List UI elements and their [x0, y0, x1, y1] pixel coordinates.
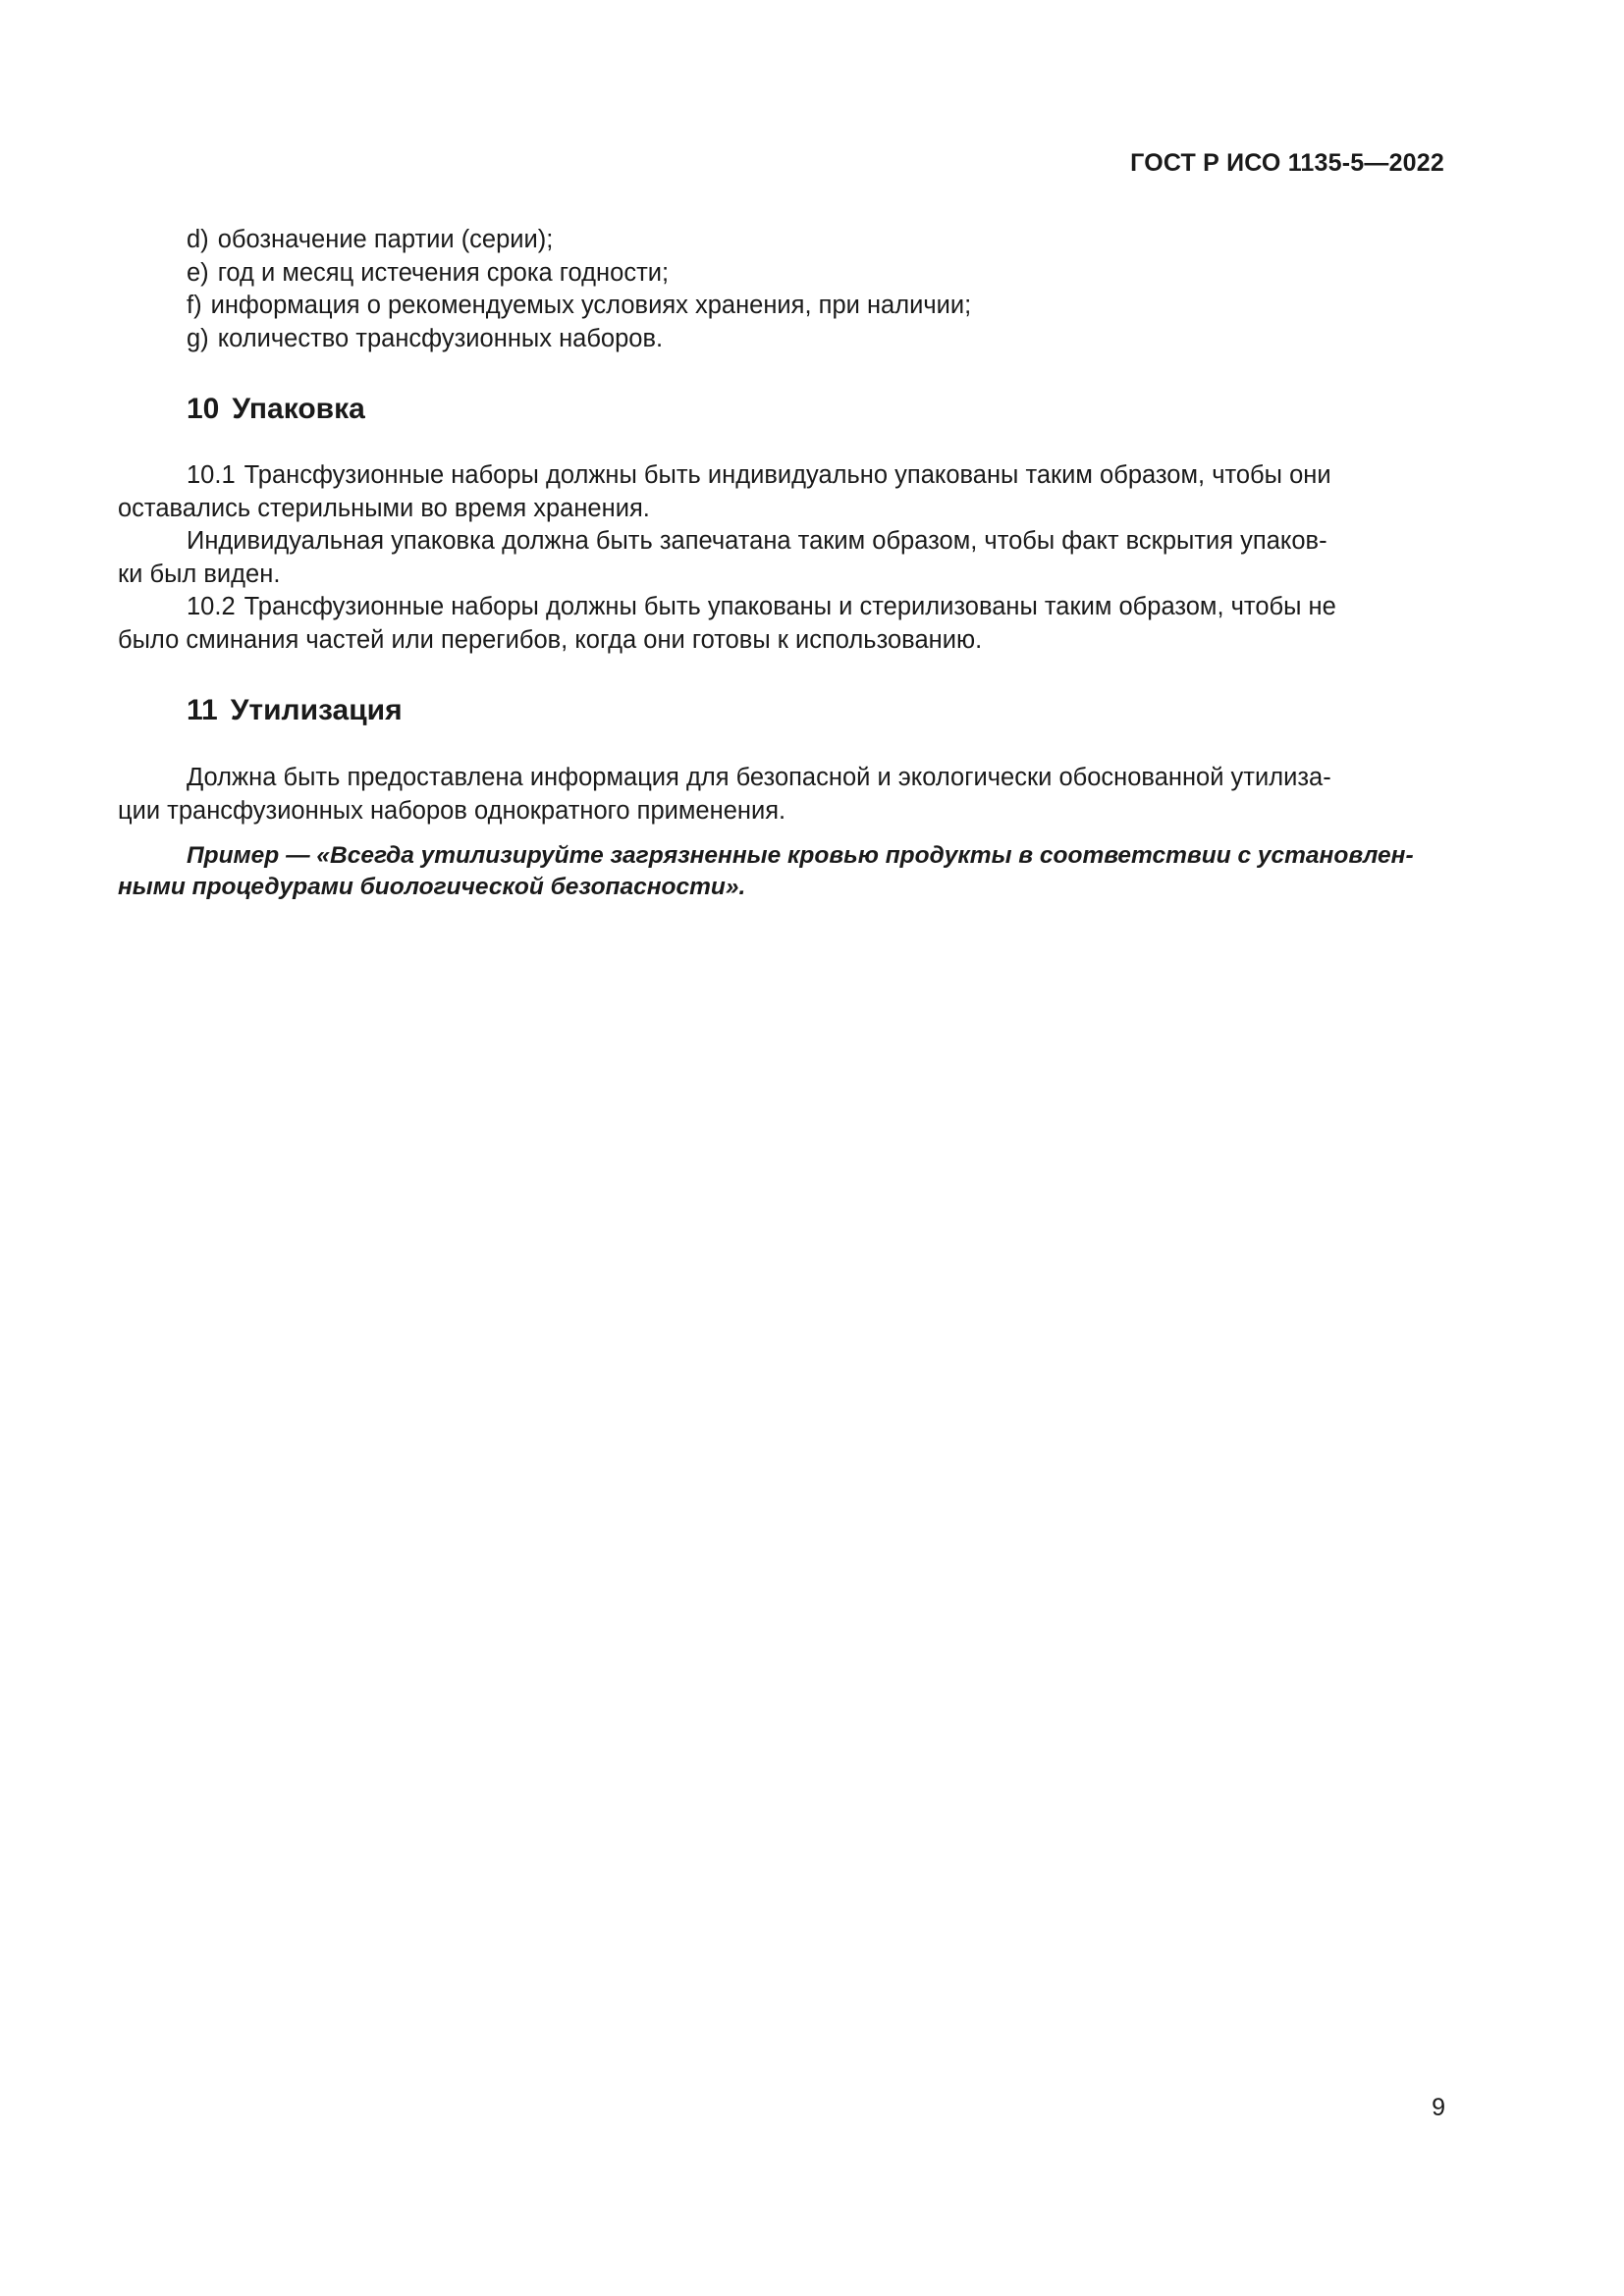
- list-item-text: год и месяц истечения срока годности;: [217, 258, 670, 287]
- list-item-mark: f): [187, 292, 202, 319]
- section-title: Утилизация: [230, 694, 403, 726]
- section-number: 10: [187, 393, 220, 425]
- list-item-mark: e): [187, 258, 209, 287]
- list-item: [118, 224, 1444, 257]
- section-title: Упаковка: [232, 393, 365, 425]
- text-line: Пример — «Всегда утилизируйте загрязненные кровью продукты в соответствии с установлен-: [187, 842, 1414, 869]
- text-line: Индивидуальная упаковка должна быть запечатана таким образом, чтобы факт вскрытия упаков-: [187, 527, 1327, 555]
- section-number: 11: [187, 694, 218, 726]
- text-line: Должна быть предоставлена информация для безопасной и экологически обоснованной утилиза-: [187, 764, 1331, 791]
- list-item-text: информация о рекомендуемых условиях хранения, при наличии;: [210, 292, 972, 319]
- standard-code: ГОСТ Р ИСО 1135-5—2022: [1130, 149, 1444, 177]
- text-line: Трансфузионные наборы должны быть упакованы и стерилизованы таким образом, чтобы не: [244, 593, 1336, 620]
- clause-number: 10.2: [187, 593, 236, 620]
- list-item-text: количество трансфузионных наборов.: [217, 324, 664, 352]
- text-line: ки был виден.: [118, 560, 281, 588]
- list-item-mark: d): [187, 226, 209, 253]
- section-11-heading: [118, 693, 1444, 728]
- paragraph-11: [118, 762, 1444, 828]
- section-10-heading: [118, 392, 1444, 427]
- paragraph-10-1: [118, 459, 1444, 525]
- list-item-mark: g): [187, 324, 209, 352]
- text-line: было сминания частей или перегибов, когда они готовы к использованию.: [118, 625, 983, 654]
- paragraph-10-1-sealing: [118, 525, 1444, 591]
- text-line: ции трансфузионных наборов однократного применения.: [118, 796, 786, 825]
- page-number: 9: [1432, 2094, 1445, 2121]
- list-item: [118, 257, 1444, 291]
- text-line: ными процедурами биологической безопасности».: [118, 874, 746, 900]
- text-line: Трансфузионные наборы должны быть индивидуально упакованы таким образом, чтобы они: [244, 461, 1331, 489]
- text-line: оставались стерильными во время хранения.: [118, 494, 650, 522]
- example-note: [118, 840, 1444, 903]
- requirements-list: [118, 224, 1444, 355]
- list-item-text: обозначение партии (серии);: [217, 226, 554, 253]
- paragraph-10-2: [118, 591, 1444, 657]
- clause-number: 10.1: [187, 461, 236, 489]
- list-item: [118, 290, 1444, 323]
- list-item: [118, 323, 1444, 356]
- page-content: [118, 224, 1444, 903]
